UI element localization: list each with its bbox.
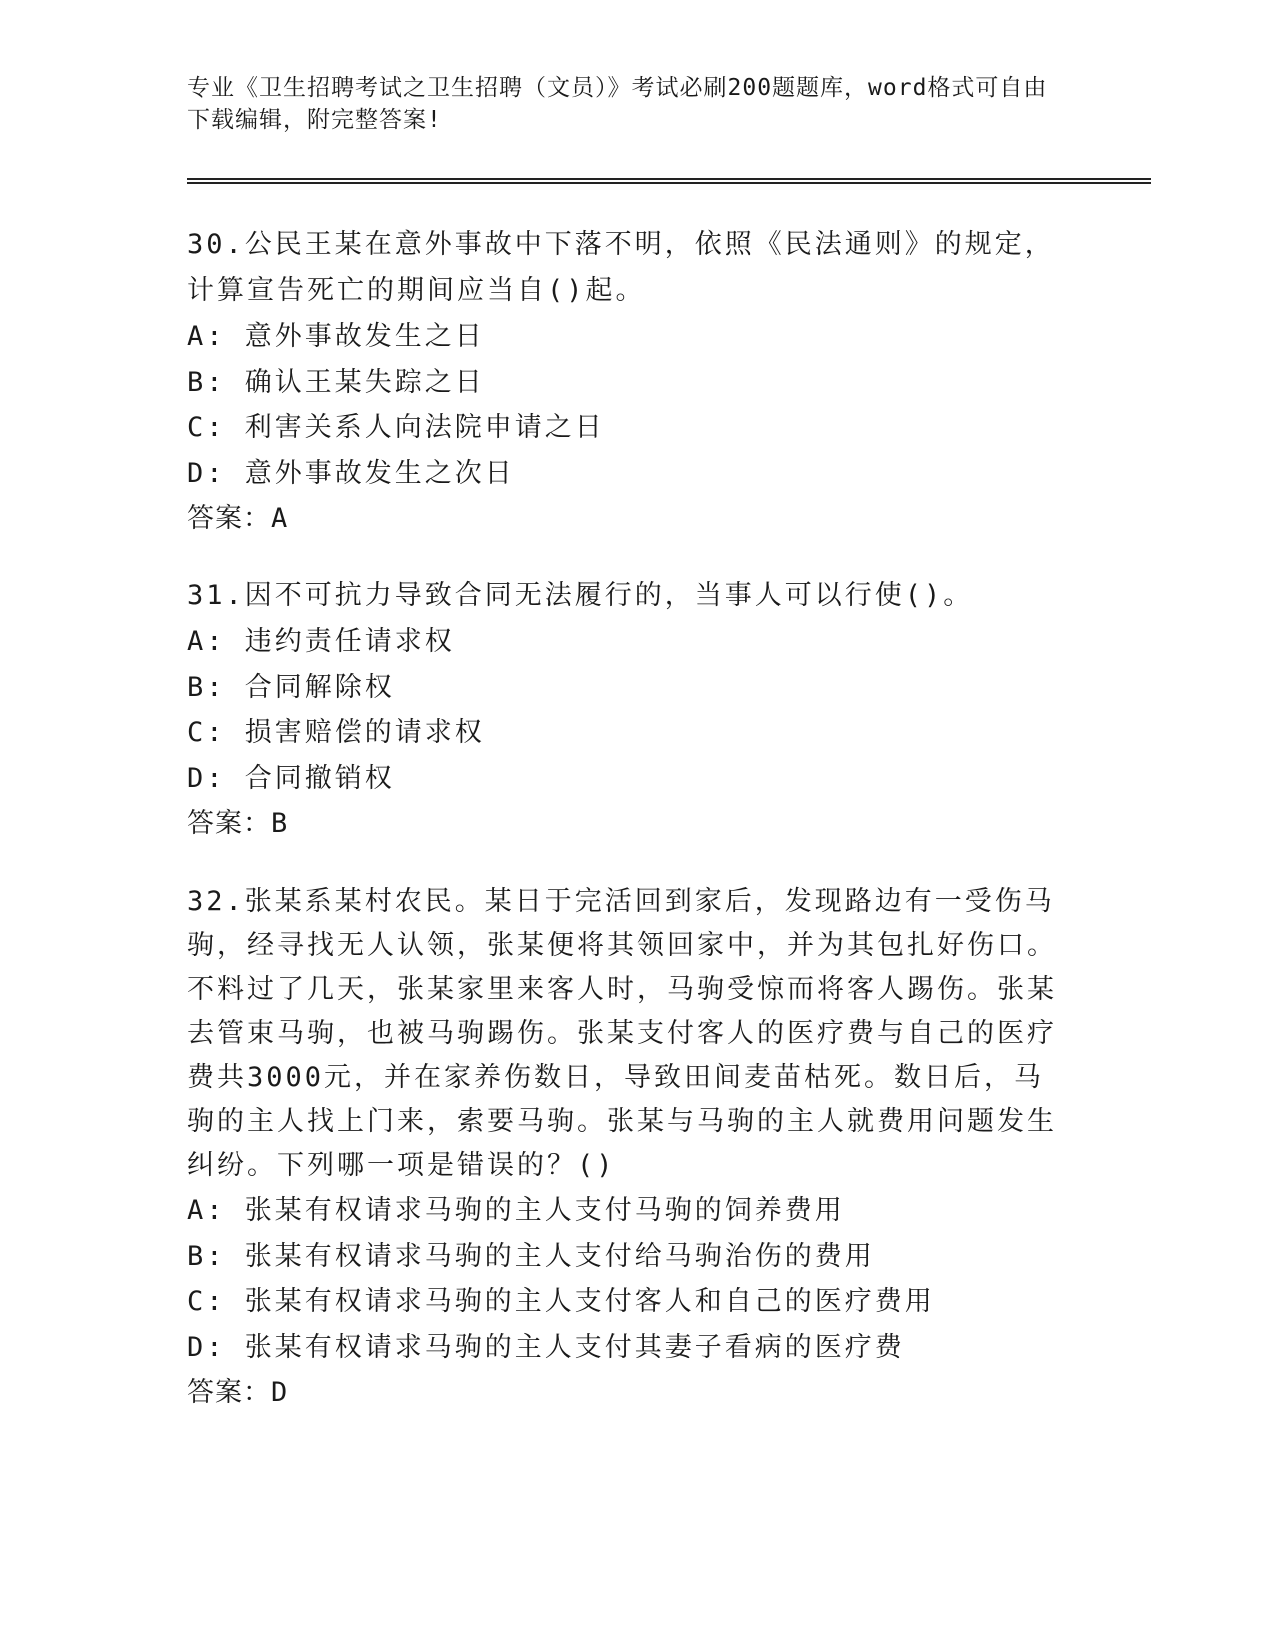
option-c [187,405,1067,451]
option-d [187,1325,1067,1371]
option-a [187,1188,1067,1234]
option-text: 违约责任请求权 [244,626,455,657]
answer-value: A [271,503,289,534]
answer-label: 答案： [187,503,271,534]
answer-value: B [271,808,289,839]
option-b [187,1234,1067,1280]
option-letter: A: [187,321,226,352]
option-text: 意外事故发生之次日 [244,457,515,489]
answer-line [187,801,1067,847]
option-c [187,1279,1067,1325]
option-letter: D: [187,457,226,489]
option-text: 意外事故发生之日 [244,321,485,352]
answer-label: 答案： [187,808,271,839]
answer-label: 答案： [187,1377,271,1408]
question-stem: 31.因不可抗力导致合同无法履行的，当事人可以行使()。 [187,580,974,611]
answer-value: D [271,1377,289,1408]
option-letter: B: [187,671,226,703]
option-text: 张某有权请求马驹的主人支付客人和自己的医疗费用 [244,1286,935,1317]
question-stem: 32.张某系某村农民。某日于完活回到家后，发现路边有一受伤马驹，经寻找无人认领，张某便将其领回家中，并为其包扎好伤口。不料过了几天，张某家里来客人时，马驹受惊而将客人踢伤。张某去管束马驹，也被马驹踢伤。张某支付客人的医疗费与自己的医疗费共3000元，并在家养伤数日，导致田间麦苗枯死。数日后，马驹的主人找上门来，索要马驹。张某与马驹的主人就费用问题发生纠纷。下列哪一项是错误的？() [187,886,1057,1181]
option-letter: C: [187,1286,226,1317]
question-32 [187,880,1067,1416]
option-text: 合同撤销权 [244,762,395,794]
option-letter: A: [187,1195,226,1226]
option-letter: B: [187,366,226,398]
option-b [187,360,1067,406]
option-a [187,619,1067,665]
option-letter: B: [187,1240,226,1272]
option-letter: C: [187,412,226,443]
option-a [187,314,1067,360]
question-31 [187,573,1067,847]
question-30 [187,222,1067,542]
option-text: 合同解除权 [244,671,395,703]
option-c [187,710,1067,756]
option-text: 张某有权请求马驹的主人支付马驹的饲养费用 [244,1195,845,1226]
option-text: 利害关系人向法院申请之日 [244,412,605,443]
option-text: 损害赔偿的请求权 [244,717,485,748]
option-d [187,756,1067,802]
option-d [187,451,1067,497]
option-letter: C: [187,717,226,748]
question-stem: 30.公民王某在意外事故中下落不明，依照《民法通则》的规定，计算宣告死亡的期间应当自()起。 [187,229,1055,306]
answer-line [187,496,1067,542]
option-text: 确认王某失踪之日 [244,366,485,398]
option-b [187,665,1067,711]
option-text: 张某有权请求马驹的主人支付给马驹治伤的费用 [244,1240,875,1272]
document-header: 专业《卫生招聘考试之卫生招聘（文员）》考试必刷200题题库，word格式可自由下载编辑，附完整答案! [187,75,1048,133]
option-letter: D: [187,762,226,794]
answer-line [187,1370,1067,1416]
header-divider [187,178,1151,184]
option-text: 张某有权请求马驹的主人支付其妻子看病的医疗费 [244,1331,905,1363]
option-letter: A: [187,626,226,657]
option-letter: D: [187,1331,226,1363]
